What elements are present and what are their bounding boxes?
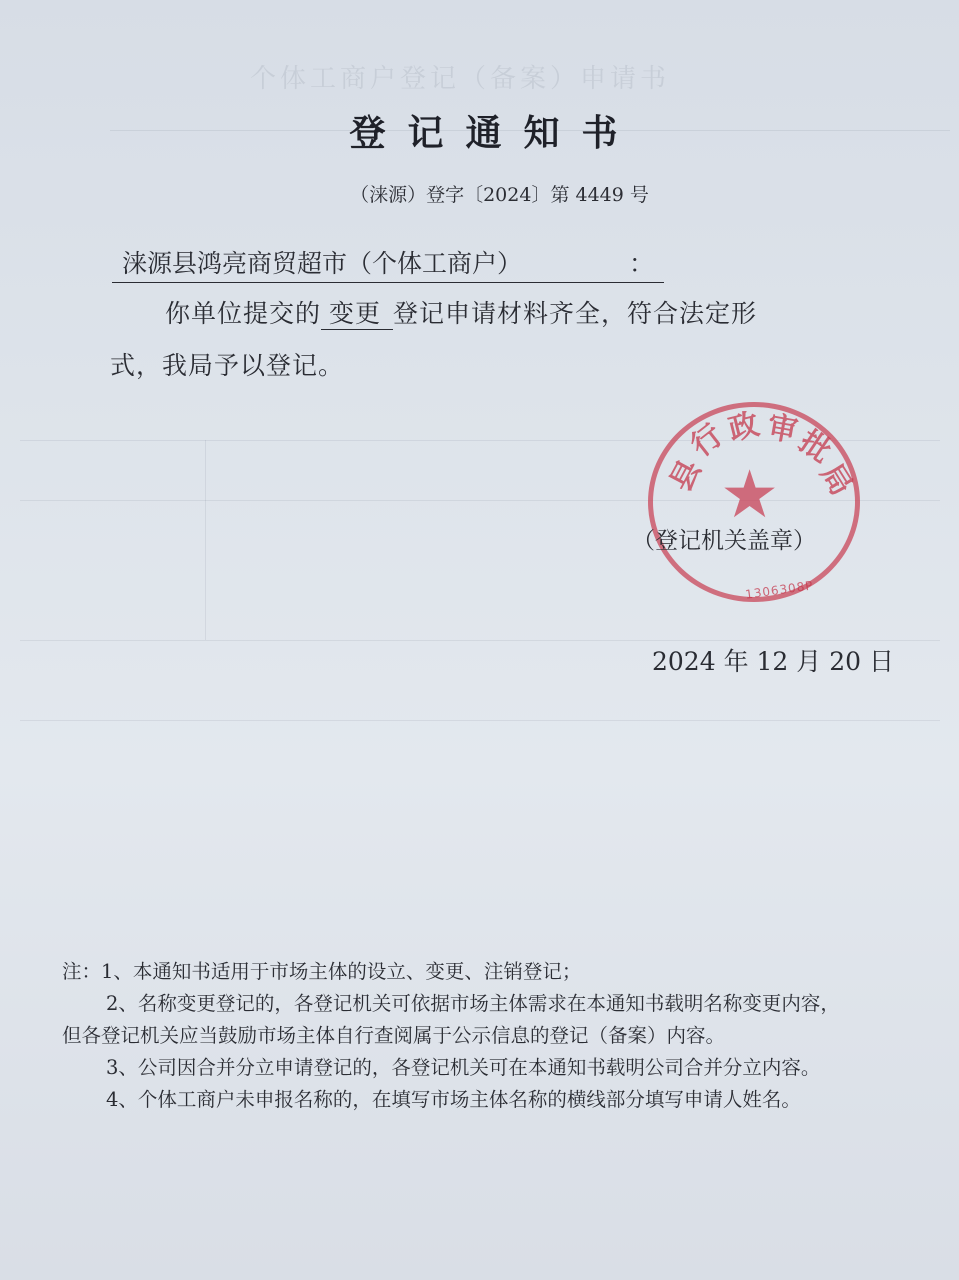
ghost-line xyxy=(20,640,940,641)
body-suffix: 登记申请材料齐全，符合法定形 xyxy=(393,299,758,328)
seal-char: 县 xyxy=(663,454,709,498)
addressee-name: 涞源县鸿亮商贸超市（个体工商户） xyxy=(122,249,523,278)
addressee-colon: ： xyxy=(628,249,654,278)
ghost-line xyxy=(205,440,206,640)
notes-section xyxy=(62,956,952,1116)
document-number: （涞源）登字〔2024〕第 4449 号 xyxy=(350,184,649,206)
ghost-line xyxy=(20,720,940,721)
seal-star-icon: ★ xyxy=(720,456,780,533)
note-item-4: 4、个体工商户未申报名称的，在填写市场主体名称的横线部分填写申请人姓名。 xyxy=(106,1088,801,1111)
note-item-2: 2、名称变更登记的，各登记机关可依据市场主体需求在本通知书载明名称变更内容， xyxy=(106,992,840,1015)
body-paragraph-line2: 式，我局予以登记。 xyxy=(110,351,345,380)
addressee-field xyxy=(112,244,664,283)
seal-char: 审 xyxy=(764,409,801,450)
seal-code: 1306308P xyxy=(744,578,815,602)
registration-type-field: 变更 xyxy=(321,300,393,330)
body-prefix: 你单位提交的 xyxy=(165,299,322,328)
seal-char: 局 xyxy=(813,457,859,502)
note-item-1: 注：1、本通知书适用于市场主体的设立、变更、注销登记； xyxy=(62,960,582,983)
body-paragraph-line1 xyxy=(165,294,757,330)
seal-label: （登记机关盖章） xyxy=(632,528,816,554)
note-item-3: 3、公司因合并分立申请登记的，各登记机关可在本通知书载明公司合并分立内容。 xyxy=(106,1056,821,1079)
ghost-header: 个体工商户登记（备案）申请书 xyxy=(250,64,671,94)
note-item-2-cont: 但各登记机关应当鼓励市场主体自行查阅属于公示信息的登记（备案）内容。 xyxy=(62,1024,726,1047)
document-title: 登记通知书 xyxy=(349,113,640,154)
seal-char: 行 xyxy=(684,417,730,464)
seal-char: 批 xyxy=(792,424,838,470)
seal-char: 政 xyxy=(725,406,763,449)
issue-date: 2024 年 12 月 20 日 xyxy=(652,647,894,676)
